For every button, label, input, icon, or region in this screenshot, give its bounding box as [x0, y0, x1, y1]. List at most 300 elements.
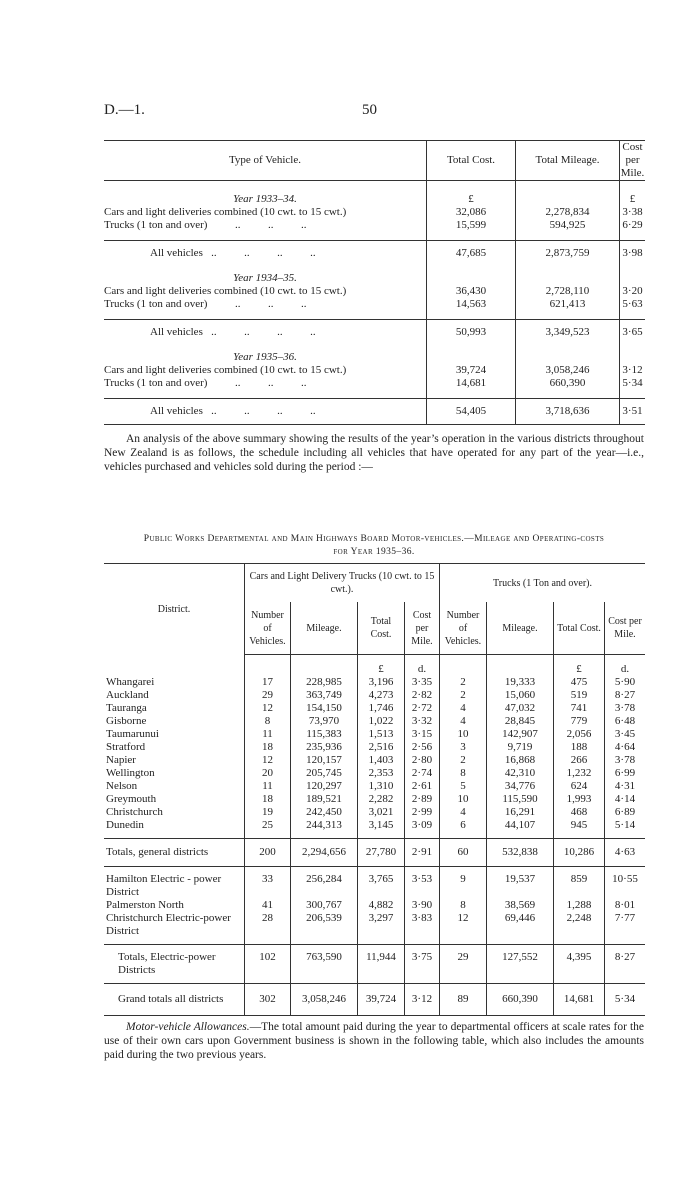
- leader-dots: .. .. .. ..: [202, 247, 316, 259]
- district-row: [104, 767, 645, 780]
- vehicle-type: [104, 206, 427, 219]
- trucks-cpm: 4·31: [605, 780, 646, 793]
- unit-cost: [427, 345, 516, 364]
- district-row: [104, 676, 645, 689]
- col-type: Type of Vehicle.: [104, 141, 427, 181]
- district-name: Christchurch Electric-power District: [106, 912, 231, 937]
- cars-cost: 3,297: [358, 912, 405, 938]
- trucks-cost: 2,056: [554, 728, 605, 741]
- cars-cpm: 3·15: [405, 728, 440, 741]
- trucks-number: 8: [440, 767, 487, 780]
- total-mileage: 2,728,110: [516, 285, 620, 298]
- trucks-number: 2: [440, 754, 487, 767]
- vehicle-type-label: Trucks (1 ton and over): [104, 298, 208, 310]
- cars-mileage: 205,745: [291, 767, 358, 780]
- summary-row: [104, 298, 645, 311]
- sub-cars-cpm: Cost per Mile.: [405, 602, 440, 655]
- all-vehicles-text: All vehicles: [150, 405, 203, 417]
- spacer-cell: [516, 390, 620, 399]
- cars-mileage: 300,767: [291, 899, 358, 912]
- unit: £: [358, 655, 405, 677]
- district-name: Whangarei: [106, 676, 155, 688]
- all-vehicles-row: [104, 241, 645, 267]
- year-label: Year 1933–34.: [233, 193, 297, 205]
- unit-cost: £: [427, 181, 516, 207]
- cars-cost: 11,944: [358, 945, 405, 984]
- vehicle-type: [104, 364, 427, 377]
- trucks-number: 2: [440, 689, 487, 702]
- cars-number: 29: [245, 689, 291, 702]
- district-name: Nelson: [106, 780, 138, 792]
- total-mileage: 660,390: [516, 377, 620, 390]
- trucks-cpm: 3·78: [605, 702, 646, 715]
- title-line-2: for Year 1935–36.: [333, 547, 415, 557]
- trucks-number: 6: [440, 819, 487, 832]
- unit-cpm: [620, 345, 646, 364]
- year-row: [104, 266, 645, 285]
- trucks-mileage: 16,868: [487, 754, 554, 767]
- trucks-cost: 519: [554, 689, 605, 702]
- trucks-cpm: 6·48: [605, 715, 646, 728]
- trucks-mileage: 532,838: [487, 839, 554, 867]
- district-name: Wellington: [106, 767, 155, 779]
- district-name: Totals, Electric-power Districts: [104, 945, 245, 984]
- cars-cpm: 2·72: [405, 702, 440, 715]
- trucks-cpm: 5·34: [605, 984, 646, 1016]
- year-row: [104, 181, 645, 207]
- trucks-mileage: 44,107: [487, 819, 554, 832]
- trucks-number: 2: [440, 676, 487, 689]
- trucks-cost: 779: [554, 715, 605, 728]
- unit: d.: [405, 655, 440, 677]
- total-cost: 50,993: [427, 320, 516, 346]
- cars-number: 20: [245, 767, 291, 780]
- trucks-cpm: 10·55: [605, 873, 646, 899]
- cars-cost: 1,403: [358, 754, 405, 767]
- trucks-number: 3: [440, 741, 487, 754]
- summary-row: [104, 285, 645, 298]
- district-row: [104, 806, 645, 819]
- cars-number: 18: [245, 793, 291, 806]
- spacer-cell: [516, 232, 620, 241]
- total-cost: 36,430: [427, 285, 516, 298]
- spacer-cell: [104, 232, 427, 241]
- blank: [516, 266, 620, 285]
- all-vehicles-label: [104, 241, 427, 267]
- all-vehicles-row: [104, 320, 645, 346]
- sub-trucks-cpm: Cost per Mile.: [605, 602, 646, 655]
- unit-cpm: [620, 266, 646, 285]
- trucks-mileage: 69,446: [487, 912, 554, 938]
- unit: [440, 655, 487, 677]
- cars-mileage: 244,313: [291, 819, 358, 832]
- cars-cpm: 2·82: [405, 689, 440, 702]
- trucks-cpm: 8·27: [605, 689, 646, 702]
- trucks-number: 29: [440, 945, 487, 984]
- sub-trucks-mileage: Mileage.: [487, 602, 554, 655]
- cost-per-mile: 5·34: [620, 377, 646, 390]
- trucks-cpm: 8·01: [605, 899, 646, 912]
- total-cost: 47,685: [427, 241, 516, 267]
- trucks-mileage: 127,552: [487, 945, 554, 984]
- total-mileage: 2,278,834: [516, 206, 620, 219]
- allowances-text: —The total amount paid during the year to departmental officers at scale rates for the use of their own cars upon Government business is shown in the following table, which also includes the amounts paid during the two previous years.: [104, 1021, 645, 1061]
- cars-number: 12: [245, 754, 291, 767]
- trucks-cpm: 5·90: [605, 676, 646, 689]
- cars-cpm: 3·75: [405, 945, 440, 984]
- cars-number: 25: [245, 819, 291, 832]
- spacer-cell: [104, 311, 427, 320]
- cars-mileage: 206,539: [291, 912, 358, 938]
- cars-cpm: 2·80: [405, 754, 440, 767]
- spacer-cell: [620, 390, 646, 399]
- all-vehicles-row: [104, 399, 645, 425]
- group-cars: Cars and Light Delivery Trucks (10 cwt. to 15 cwt.).: [245, 564, 440, 603]
- group-trucks: Trucks (1 Ton and over).: [440, 564, 646, 603]
- report-code: D.—1.: [104, 102, 145, 118]
- cars-cost: 39,724: [358, 984, 405, 1016]
- district-row: [104, 754, 645, 767]
- cars-cpm: 3·83: [405, 912, 440, 938]
- cars-number: 33: [245, 873, 291, 899]
- vehicle-type: [104, 285, 427, 298]
- unit: [245, 655, 291, 677]
- col-district: District.: [104, 564, 245, 655]
- analysis-paragraph: [104, 432, 644, 474]
- district-body: [104, 655, 645, 1016]
- cars-mileage: 189,521: [291, 793, 358, 806]
- trucks-number: 89: [440, 984, 487, 1016]
- trucks-cost: 10,286: [554, 839, 605, 867]
- cost-per-mile: 3·38: [620, 206, 646, 219]
- leader-dots: .. .. .. ..: [202, 405, 316, 417]
- district-name: Christchurch: [106, 806, 163, 818]
- col-mileage: Total Mileage.: [516, 141, 620, 181]
- trucks-number: 9: [440, 873, 487, 899]
- trucks-mileage: 34,776: [487, 780, 554, 793]
- trucks-number: 4: [440, 702, 487, 715]
- cars-cost: 27,780: [358, 839, 405, 867]
- trucks-mileage: 16,291: [487, 806, 554, 819]
- trucks-mileage: 19,537: [487, 873, 554, 899]
- vehicle-type: [104, 377, 427, 390]
- blank: [104, 655, 245, 677]
- vehicle-type: [104, 298, 427, 311]
- trucks-number: 12: [440, 912, 487, 938]
- sub-trucks-number: Number of Vehicles.: [440, 602, 487, 655]
- trucks-cost: 859: [554, 873, 605, 899]
- allowances-title: Motor-vehicle Allowances.: [126, 1021, 250, 1033]
- spacer: [104, 311, 645, 320]
- unit: d.: [605, 655, 646, 677]
- cars-cpm: 3·35: [405, 676, 440, 689]
- totals-general-row: [104, 839, 645, 867]
- cars-number: 19: [245, 806, 291, 819]
- trucks-number: 60: [440, 839, 487, 867]
- grand-totals-row: [104, 984, 645, 1016]
- trucks-mileage: 28,845: [487, 715, 554, 728]
- trucks-number: 10: [440, 793, 487, 806]
- units-row: [104, 655, 645, 677]
- blank: [516, 181, 620, 207]
- total-mileage: 3,718,636: [516, 399, 620, 425]
- cars-cost: 3,021: [358, 806, 405, 819]
- page-number: 50: [362, 102, 377, 118]
- cars-number: 18: [245, 741, 291, 754]
- cars-number: 11: [245, 780, 291, 793]
- totals-electric-row: [104, 945, 645, 984]
- unit-cpm: £: [620, 181, 646, 207]
- district-name: Totals, general districts: [104, 839, 245, 867]
- year-row: [104, 345, 645, 364]
- allowances-paragraph: [104, 1020, 644, 1062]
- spacer-cell: [427, 390, 516, 399]
- cost-per-mile: 5·63: [620, 298, 646, 311]
- cars-cost: 4,882: [358, 899, 405, 912]
- trucks-cost: 2,248: [554, 912, 605, 938]
- cars-cost: 2,353: [358, 767, 405, 780]
- trucks-number: 4: [440, 806, 487, 819]
- cars-number: 102: [245, 945, 291, 984]
- district-row: [104, 780, 645, 793]
- sub-cars-cost: Total Cost.: [358, 602, 405, 655]
- summary-row: [104, 377, 645, 390]
- trucks-cost: 1,232: [554, 767, 605, 780]
- cars-cost: 1,746: [358, 702, 405, 715]
- district-row: [104, 702, 645, 715]
- summary-row: [104, 219, 645, 232]
- cars-mileage: 2,294,656: [291, 839, 358, 867]
- trucks-number: 4: [440, 715, 487, 728]
- cars-number: 200: [245, 839, 291, 867]
- spacer-cell: [104, 390, 427, 399]
- trucks-number: 10: [440, 728, 487, 741]
- trucks-mileage: 19,333: [487, 676, 554, 689]
- cost-per-mile: 3·65: [620, 320, 646, 346]
- trucks-cpm: 5·14: [605, 819, 646, 832]
- trucks-cpm: 3·45: [605, 728, 646, 741]
- trucks-mileage: 38,569: [487, 899, 554, 912]
- cars-cost: 1,022: [358, 715, 405, 728]
- all-vehicles-label: [104, 320, 427, 346]
- cars-cpm: 3·09: [405, 819, 440, 832]
- cars-cost: 3,765: [358, 873, 405, 899]
- total-mileage: 621,413: [516, 298, 620, 311]
- district-name: Stratford: [106, 741, 146, 753]
- cars-mileage: 228,985: [291, 676, 358, 689]
- vehicle-type-label: Cars and light deliveries combined (10 cwt. to 15 cwt.): [104, 285, 347, 297]
- trucks-cpm: 8·27: [605, 945, 646, 984]
- trucks-cost: 1,993: [554, 793, 605, 806]
- sub-cars-number: Number of Vehicles.: [245, 602, 291, 655]
- total-cost: 39,724: [427, 364, 516, 377]
- cars-cpm: 3·12: [405, 984, 440, 1016]
- cars-cpm: 3·90: [405, 899, 440, 912]
- total-cost: 15,599: [427, 219, 516, 232]
- trucks-cost: 266: [554, 754, 605, 767]
- unit: [291, 655, 358, 677]
- total-cost: 54,405: [427, 399, 516, 425]
- trucks-cpm: 3·78: [605, 754, 646, 767]
- district-table-title: [104, 533, 644, 559]
- cars-number: 41: [245, 899, 291, 912]
- trucks-number: 8: [440, 899, 487, 912]
- cars-mileage: 120,297: [291, 780, 358, 793]
- summary-row: [104, 364, 645, 377]
- cars-number: 8: [245, 715, 291, 728]
- trucks-cost: 188: [554, 741, 605, 754]
- trucks-mileage: 42,310: [487, 767, 554, 780]
- trucks-cpm: 4·14: [605, 793, 646, 806]
- summary-row: [104, 206, 645, 219]
- district-row: [104, 741, 645, 754]
- analysis-text: An analysis of the above summary showing the results of the year’s operation in the various districts throughout New Zealand is as follows, the schedule including all vehicles that have operated for any part of the year—i.e., vehicles purchased and vehicles sold during the period :—: [104, 433, 644, 473]
- trucks-cpm: 7·77: [605, 912, 646, 938]
- all-vehicles-text: All vehicles: [150, 326, 203, 338]
- cost-per-mile: 6·29: [620, 219, 646, 232]
- district-row: [104, 899, 645, 912]
- sub-trucks-cost: Total Cost.: [554, 602, 605, 655]
- summary-body: [104, 181, 645, 425]
- district-name: Grand totals all districts: [104, 984, 245, 1016]
- cars-number: 11: [245, 728, 291, 741]
- leader-dots: .. .. ..: [207, 298, 307, 310]
- cars-mileage: 120,157: [291, 754, 358, 767]
- cars-cost: 3,145: [358, 819, 405, 832]
- cars-number: 17: [245, 676, 291, 689]
- cost-per-mile: 3·20: [620, 285, 646, 298]
- trucks-cost: 14,681: [554, 984, 605, 1016]
- spacer-cell: [427, 232, 516, 241]
- cost-per-mile: 3·98: [620, 241, 646, 267]
- cars-cpm: 2·56: [405, 741, 440, 754]
- cars-mileage: 242,450: [291, 806, 358, 819]
- cars-mileage: 3,058,246: [291, 984, 358, 1016]
- cost-per-mile: 3·12: [620, 364, 646, 377]
- cars-cpm: 2·99: [405, 806, 440, 819]
- trucks-cost: 1,288: [554, 899, 605, 912]
- trucks-mileage: 15,060: [487, 689, 554, 702]
- spacer: [104, 232, 645, 241]
- trucks-mileage: 142,907: [487, 728, 554, 741]
- cost-per-mile: 3·51: [620, 399, 646, 425]
- vehicle-type-label: Trucks (1 ton and over): [104, 219, 208, 231]
- cars-mileage: 763,590: [291, 945, 358, 984]
- spacer: [104, 390, 645, 399]
- leader-dots: .. .. .. ..: [202, 326, 316, 338]
- district-name: Dunedin: [106, 819, 144, 831]
- cars-mileage: 115,383: [291, 728, 358, 741]
- spacer-cell: [620, 311, 646, 320]
- cars-mileage: 154,150: [291, 702, 358, 715]
- district-name: Palmerston North: [106, 899, 184, 911]
- cars-cpm: 2·74: [405, 767, 440, 780]
- total-cost: 32,086: [427, 206, 516, 219]
- cars-cpm: 2·91: [405, 839, 440, 867]
- cars-mileage: 235,936: [291, 741, 358, 754]
- trucks-cpm: 4·63: [605, 839, 646, 867]
- vehicle-type: [104, 219, 427, 232]
- total-cost: 14,563: [427, 298, 516, 311]
- trucks-cost: 4,395: [554, 945, 605, 984]
- vehicle-cost-summary-table: [104, 140, 645, 425]
- sub-cars-mileage: Mileage.: [291, 602, 358, 655]
- cars-cost: 2,516: [358, 741, 405, 754]
- col-cost: Total Cost.: [427, 141, 516, 181]
- cars-cost: 1,310: [358, 780, 405, 793]
- leader-dots: .. .. ..: [207, 219, 307, 231]
- all-vehicles-label: [104, 399, 427, 425]
- all-vehicles-text: All vehicles: [150, 247, 203, 259]
- total-mileage: 3,349,523: [516, 320, 620, 346]
- district-name: Auckland: [106, 689, 149, 701]
- vehicle-type-label: Cars and light deliveries combined (10 cwt. to 15 cwt.): [104, 206, 347, 218]
- cars-mileage: 73,970: [291, 715, 358, 728]
- blank: [516, 345, 620, 364]
- trucks-mileage: 47,032: [487, 702, 554, 715]
- col-cpm: Cost per Mile.: [620, 141, 645, 179]
- cars-number: 302: [245, 984, 291, 1016]
- spacer-cell: [620, 232, 646, 241]
- cars-mileage: 256,284: [291, 873, 358, 899]
- trucks-cost: 945: [554, 819, 605, 832]
- trucks-cost: 468: [554, 806, 605, 819]
- district-table: [104, 563, 645, 1016]
- district-row: [104, 728, 645, 741]
- trucks-mileage: 660,390: [487, 984, 554, 1016]
- leader-dots: .. .. ..: [207, 377, 307, 389]
- trucks-cost: 624: [554, 780, 605, 793]
- district-row: [104, 873, 645, 899]
- vehicle-type-label: Cars and light deliveries combined (10 cwt. to 15 cwt.): [104, 364, 347, 376]
- trucks-cpm: 4·64: [605, 741, 646, 754]
- district-name: Gisborne: [106, 715, 147, 727]
- total-cost: 14,681: [427, 377, 516, 390]
- district-row: [104, 912, 645, 938]
- cars-cost: 4,273: [358, 689, 405, 702]
- cars-cpm: 2·89: [405, 793, 440, 806]
- trucks-number: 5: [440, 780, 487, 793]
- unit: [487, 655, 554, 677]
- cars-cost: 1,513: [358, 728, 405, 741]
- title-line-1: Public Works Departmental and Main Highways Board Motor-vehicles.—Mileage and Operating-costs: [143, 534, 605, 544]
- district-name: Tauranga: [106, 702, 147, 714]
- total-mileage: 3,058,246: [516, 364, 620, 377]
- district-row: [104, 689, 645, 702]
- trucks-mileage: 115,590: [487, 793, 554, 806]
- total-mileage: 2,873,759: [516, 241, 620, 267]
- district-row: [104, 819, 645, 832]
- district-name: Hamilton Electric - power District: [106, 873, 222, 898]
- unit: £: [554, 655, 605, 677]
- district-row: [104, 715, 645, 728]
- spacer-cell: [427, 311, 516, 320]
- district-name: Greymouth: [106, 793, 157, 805]
- vehicle-type-label: Trucks (1 ton and over): [104, 377, 208, 389]
- year-label: Year 1935–36.: [233, 351, 297, 363]
- spacer-cell: [516, 311, 620, 320]
- unit-cost: [427, 266, 516, 285]
- cars-cpm: 3·32: [405, 715, 440, 728]
- trucks-cpm: 6·89: [605, 806, 646, 819]
- trucks-cost: 741: [554, 702, 605, 715]
- cars-cpm: 3·53: [405, 873, 440, 899]
- cars-cost: 3,196: [358, 676, 405, 689]
- total-mileage: 594,925: [516, 219, 620, 232]
- trucks-mileage: 9,719: [487, 741, 554, 754]
- cars-cpm: 2·61: [405, 780, 440, 793]
- district-name: Napier: [106, 754, 136, 766]
